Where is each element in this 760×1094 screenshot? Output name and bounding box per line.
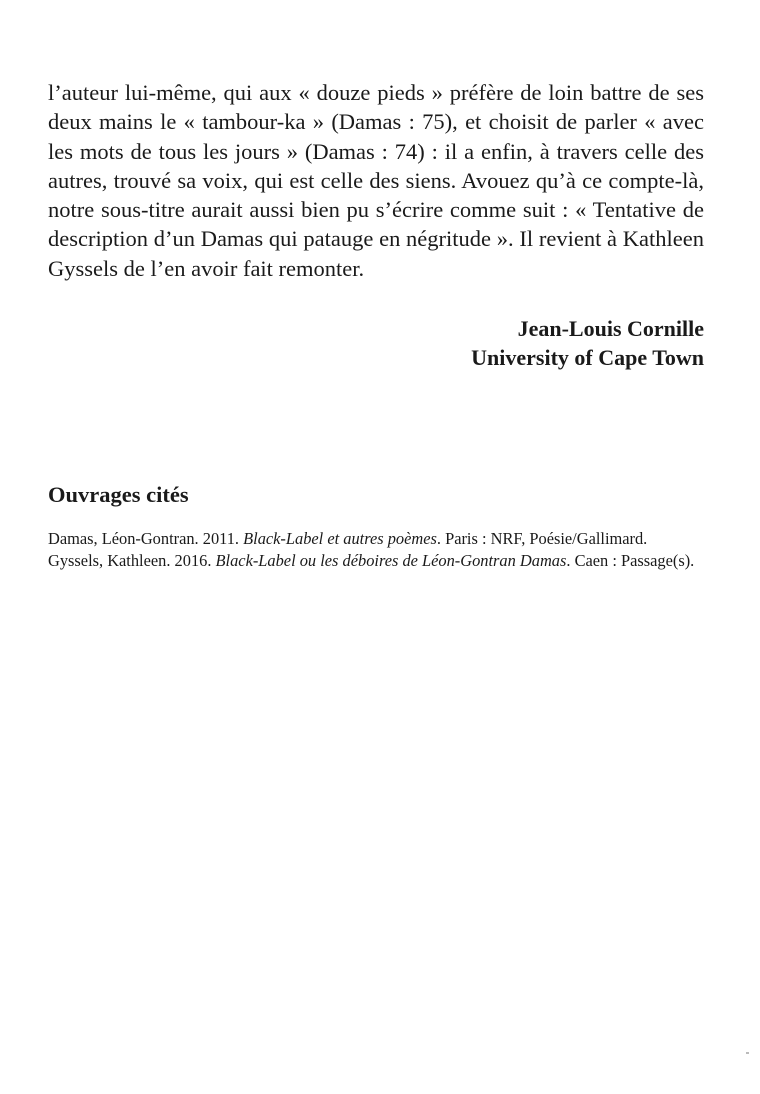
reference-tail: . Caen : Passage(s). (566, 551, 695, 570)
reference-entry (48, 528, 704, 549)
reference-tail: . Paris : NRF, Poésie/Gallimard. (436, 529, 648, 548)
author-affiliation: University of Cape Town (471, 345, 704, 371)
reference-lead: Gyssels, Kathleen. 2016. (48, 551, 216, 570)
works-cited-heading: Ouvrages cités (48, 482, 189, 507)
signature-block (48, 314, 704, 372)
author-name: Jean-Louis Cornille (517, 316, 704, 342)
page-content (48, 78, 704, 570)
works-cited-list (48, 528, 704, 572)
reference-entry (48, 550, 704, 571)
reference-lead: Damas, Léon-Gontran. 2011. (48, 529, 244, 548)
reference-title: Black-Label ou les déboires de Léon-Gontran Damas (215, 551, 567, 570)
scan-speck (746, 1052, 749, 1054)
body-paragraph: l’auteur lui-même, qui aux « douze pieds » préfère de loin battre de ses deux mains le « tambour-ka » (Damas : 75), et choisit de parler « avec les mots de tous les jours » (Damas : 74) : il a enfin, à travers celle des autres, trouvé sa voix, qui est celle des siens. Avouez qu’à ce compte-là, notre sous-titre aurait aussi bien pu s’écrire comme suit : « Tentative de description d’un Damas qui patauge en négritude ». Il revient à Kathleen Gyssels de l’en avoir fait remonter. (48, 80, 704, 281)
reference-title: Black-Label et autres poèmes (243, 529, 437, 548)
